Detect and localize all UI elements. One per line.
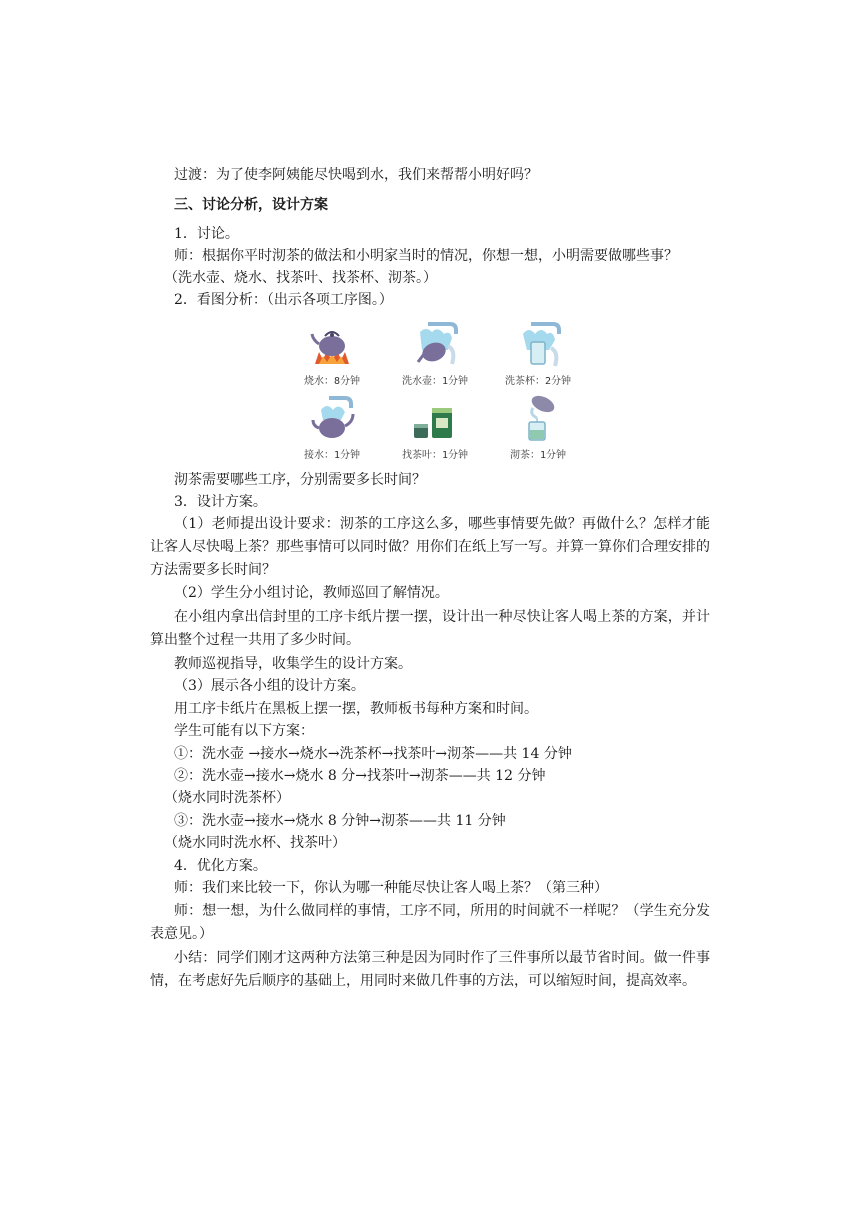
wash-cup-icon — [513, 320, 563, 370]
figure-cell-make-tea — [491, 392, 585, 462]
paragraph-teacher-guidance: 教师巡视指导，收集学生的设计方案。 — [174, 656, 412, 672]
figure-caption: 洗茶杯：2分钟 — [504, 376, 572, 387]
tea-can-icon — [410, 394, 460, 444]
figure-cell-wash-cup — [491, 318, 585, 388]
paragraph-compare: 师：我们来比较一下，你认为哪一种能尽快让客人喝上茶？（第三种） — [174, 880, 608, 896]
figure-caption: 烧水：8分钟 — [303, 376, 361, 387]
plan-two-note: （烧水同时洗茶杯） — [164, 790, 290, 806]
pour-tea-icon — [513, 394, 563, 444]
figure-cell-fetch-water — [285, 392, 379, 462]
figure-cell-boil-water — [285, 318, 379, 388]
paragraph-card-arrangement: 在小组内拿出信封里的工序卡纸片摆一摆，设计出一种尽快让客人喝上茶的方案，并计算出整个过程一共用了多少时间。 — [150, 609, 710, 648]
paragraph-design-heading: 3．设计方案。 — [174, 494, 267, 510]
paragraph-summary: 小结：同学们刚才这两种方法第三种是因为同时作了三件事所以最节省时间。做一件事情，在考虑好先后顺序的基础上，用同时来做几件事的方法，可以缩短时间，提高效率。 — [150, 950, 710, 989]
paragraph-teacher-question: 师：根据你平时沏茶的做法和小明家当时的情况，你想一想，小明需要做哪些事？ — [174, 248, 678, 264]
figure-caption: 洗水壶：1分钟 — [401, 376, 469, 387]
paragraph-design-requirements: （1）老师提出设计要求：沏茶的工序这么多，哪些事情要先做？再做什么？怎样才能让客人尽快喝上茶？那些事情可以同时做？用你们在纸上写一写。并算一算你们合理安排的方法需要多长时间？ — [150, 516, 710, 578]
figure-caption: 接水：1分钟 — [303, 450, 361, 461]
plan-three: ③：洗水壶→接水→烧水 8 分钟→沏茶——共 11 分钟 — [174, 813, 506, 829]
paragraph-discussion: 1．讨论。 — [174, 226, 239, 242]
figure-caption: 找茶叶：1分钟 — [401, 450, 469, 461]
paragraph-task-list: （洗水壶、烧水、找茶叶、找茶杯、沏茶。） — [164, 270, 437, 286]
transition-line: 过渡：为了使李阿姨能尽快喝到水，我们来帮帮小明好吗？ — [174, 167, 538, 183]
paragraph-question: 沏茶需要哪些工序，分别需要多长时间？ — [174, 472, 426, 488]
paragraph-possible-plans: 学生可能有以下方案： — [174, 723, 314, 739]
figure-cell-wash-kettle — [388, 318, 482, 388]
figure-cell-find-tea — [388, 392, 482, 462]
paragraph-optimize: 4．优化方案。 — [174, 858, 267, 874]
plan-one: ①：洗水壶 →接水→烧水→洗茶杯→找茶叶→沏茶——共 14 分钟 — [174, 746, 572, 762]
paragraph-why-different: 师：想一想，为什么做同样的事情，工序不同，所用的时间就不一样呢？（学生充分发表意见。） — [150, 903, 710, 942]
paragraph-group-discussion: （2）学生分小组讨论，教师巡回了解情况。 — [174, 585, 449, 601]
figure-caption: 沏茶：1分钟 — [509, 450, 567, 461]
wash-kettle-icon — [410, 320, 460, 370]
plan-three-note: （烧水同时洗水杯、找茶叶） — [164, 835, 346, 851]
plan-two: ②：洗水壶→接水→烧水 8 分→找茶叶→沏茶——共 12 分钟 — [174, 768, 546, 784]
paragraph-figure-intro: 2．看图分析：（出示各项工序图。） — [174, 292, 393, 308]
kettle-fire-icon — [307, 320, 357, 370]
paragraph-show-plans: （3）展示各小组的设计方案。 — [174, 678, 365, 694]
paragraph-blackboard: 用工序卡纸片在黑板上摆一摆，教师板书每种方案和时间。 — [174, 701, 538, 717]
fill-kettle-icon — [307, 394, 357, 444]
section-heading: 三、讨论分析，设计方案 — [174, 197, 328, 213]
process-figure — [285, 318, 585, 462]
